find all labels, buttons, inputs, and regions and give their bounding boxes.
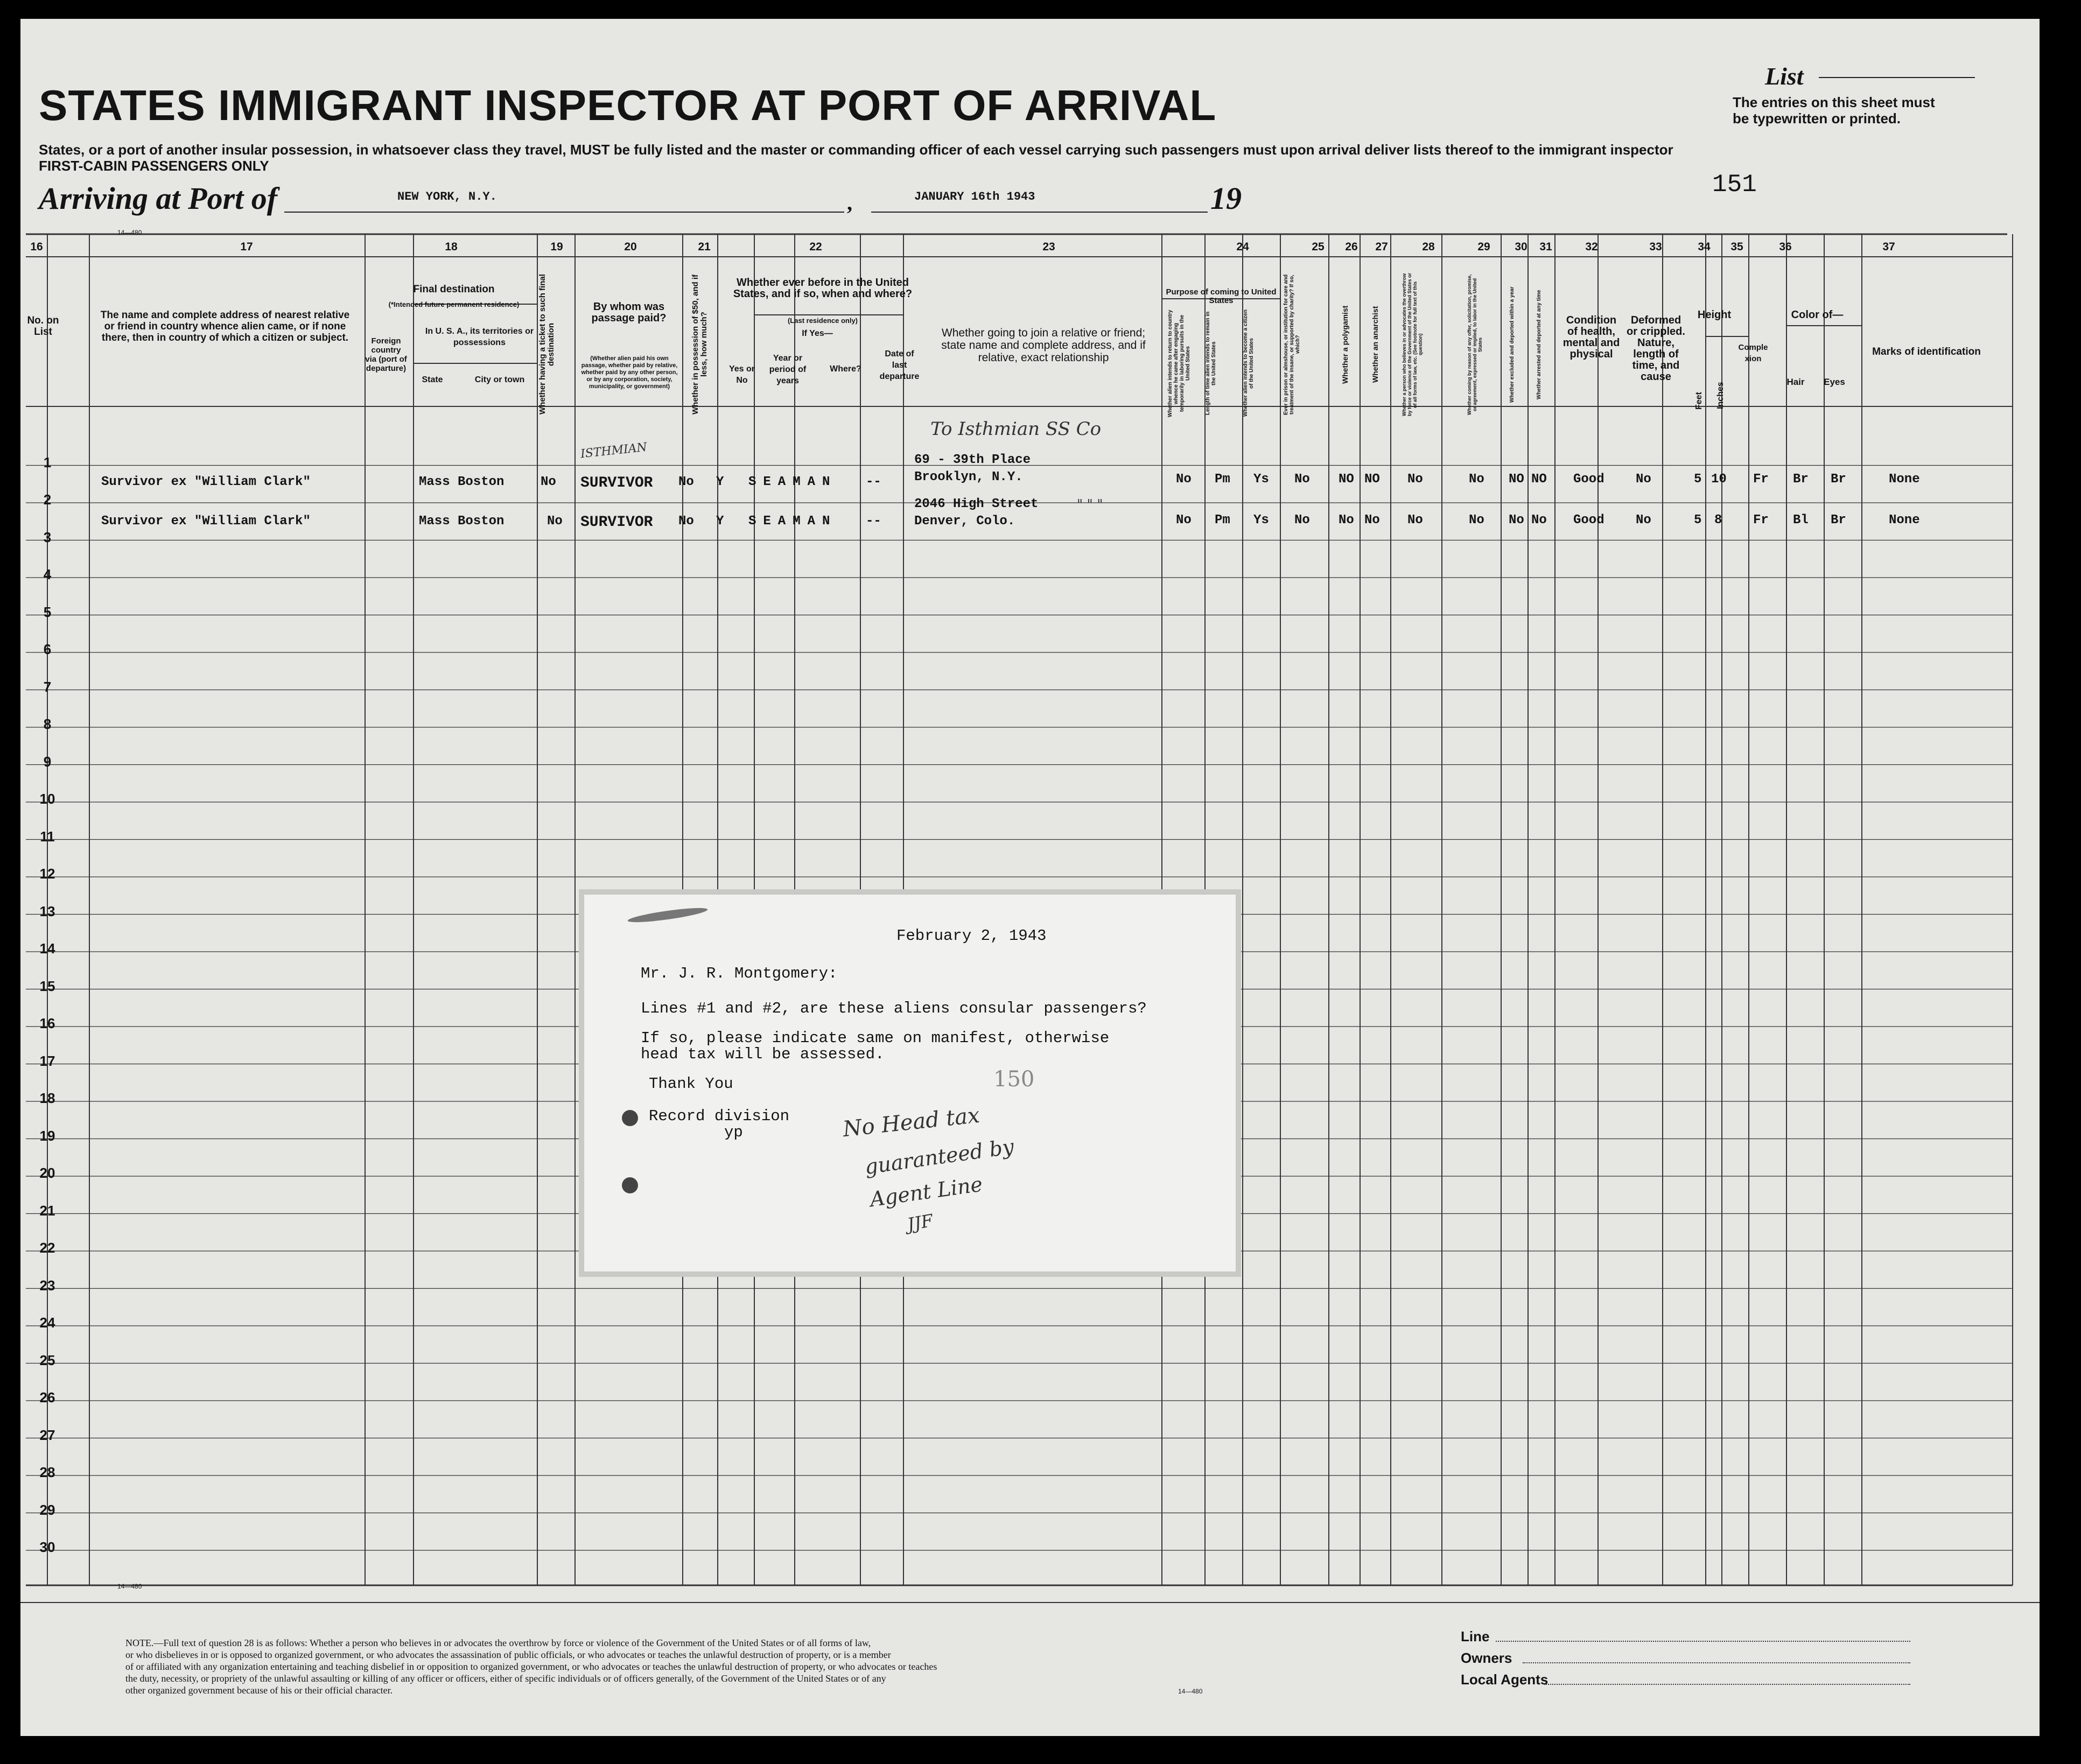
page-number: 151 (1712, 171, 1757, 199)
row-number: 8 (43, 716, 52, 733)
colnum-37: 37 (1882, 241, 1895, 253)
header-excluded: Whether excluded and deported within a year (1509, 286, 1515, 403)
row-number: 23 (39, 1277, 55, 1294)
paid-by-2: SURVIVOR (580, 514, 653, 531)
money-1: No (678, 475, 694, 489)
local-agents-field (1544, 1684, 1910, 1685)
header-date-departure: Date of last departure (879, 349, 920, 381)
punch-hole-bottom (622, 1177, 638, 1193)
line-field (1496, 1641, 1910, 1642)
colnum-24: 24 (1236, 241, 1249, 253)
purpose-a-2: No (1176, 513, 1192, 528)
row-number: 29 (39, 1501, 55, 1518)
header-eyes: Eyes (1824, 377, 1845, 387)
deformed-2: No (1636, 513, 1651, 528)
join-2b: Denver, Colo. (914, 514, 1015, 529)
row-number: 1 (43, 454, 52, 470)
header-where: Where? (830, 364, 861, 374)
memo-hand-initials: JJF (906, 1210, 935, 1235)
overthrow-1: No (1407, 472, 1423, 487)
header-anarchist: Whether an anarchist (1371, 306, 1379, 383)
row-number: 19 (39, 1127, 55, 1144)
arrested-1: NO (1531, 472, 1547, 487)
memo-hand-line1: No Head tax (842, 1102, 981, 1142)
prison-1: No (1294, 472, 1310, 487)
list-label: List (1765, 62, 1804, 90)
relative-1: Survivor ex "William Clark" (101, 475, 311, 489)
header-ever-before-note: (Last residence only) (787, 317, 858, 325)
header-prison: Ever in prison or almshouse, or institution for care and treatment of the insane, or supported by charity? If so, which? (1283, 274, 1301, 415)
colnum-31: 31 (1539, 241, 1552, 253)
footnote (125, 1637, 1138, 1696)
comma: , (847, 191, 852, 215)
ticket-1: No (541, 475, 556, 489)
date-value: JANUARY 16th 1943 (914, 190, 1035, 203)
row-number: 11 (40, 828, 55, 845)
colnum-35: 35 (1730, 241, 1743, 253)
colnum-18: 18 (445, 241, 458, 253)
colnum-27: 27 (1375, 241, 1388, 253)
colnum-17: 17 (240, 241, 253, 253)
header-state: State (422, 375, 443, 384)
owners-label: Owners (1461, 1650, 1512, 1666)
row-number: 16 (39, 1015, 55, 1032)
complexion-2: Fr (1753, 513, 1769, 528)
row-number: 13 (39, 903, 55, 919)
money-2: No (678, 514, 694, 529)
header-no-on-list: No. on List (27, 315, 59, 338)
join-1b: Brooklyn, N.Y. (914, 470, 1023, 484)
handwritten-isthmian-co: To Isthmian SS Co (930, 418, 1102, 440)
row-number: 12 (39, 866, 55, 882)
handwritten-isthmian: ISTHMIAN (580, 440, 648, 461)
form-number-footer: 14—480 (1178, 1688, 1203, 1695)
before-2: Y (716, 514, 724, 529)
eyes-2: Br (1831, 513, 1846, 528)
header-passage-paid: By whom was passage paid? (591, 301, 667, 324)
memo-instruction-a: If so, please indicate same on manifest, otherwise (641, 1029, 1110, 1047)
memo-salutation: Mr. J. R. Montgomery: (641, 965, 838, 982)
join-2a: 2046 High Street (914, 497, 1039, 511)
arrested-2: No (1531, 513, 1547, 528)
row-number: 28 (39, 1464, 55, 1481)
ticket-2: No (547, 514, 563, 529)
health-1: Good (1573, 472, 1604, 487)
header-foreign-country: Foreign country via (port of departure) (365, 336, 407, 373)
health-2: Good (1573, 513, 1604, 528)
row-number: 18 (39, 1090, 55, 1107)
state-2: Mass (419, 514, 450, 529)
anarchist-2: No (1364, 513, 1380, 528)
header-inches: Inches (1716, 382, 1725, 410)
memo-initials: yp (724, 1123, 743, 1141)
row-number: 7 (43, 678, 52, 695)
colnum-36: 36 (1779, 241, 1792, 253)
header-feet: Feet (1694, 392, 1704, 410)
header-marks: Marks of identification (1872, 346, 1981, 357)
form-instructions: States, or a port of another insular possession, in whatsoever class they travel, MUST be fully listed and the master or commanding officer of each vessel carrying such passengers must upon arrival deliver lists thereof to the immigrant inspector (39, 142, 1673, 158)
paid-by-1: SURVIVOR (580, 475, 653, 491)
port-value: NEW YORK, N.Y. (397, 190, 497, 203)
row-number: 14 (39, 940, 55, 957)
memo-instruction-b: head tax will be assessed. (641, 1045, 885, 1063)
labor-offer-1: No (1469, 472, 1484, 487)
inches-2: 8 (1714, 513, 1722, 528)
colnum-19: 19 (550, 241, 563, 253)
row-number: 20 (39, 1165, 55, 1182)
entries-note-1: The entries on this sheet must (1733, 94, 1935, 110)
punch-hole-top (622, 1110, 638, 1126)
where-2: SEAMAN (748, 514, 837, 529)
passenger-class: FIRST-CABIN PASSENGERS ONLY (39, 158, 269, 174)
row-number: 6 (43, 641, 52, 658)
footnote-line4: the duty, necessity, or propriety of the unlawful assaulting or killing of any officer or officers, either of specific individuals or of officers generally, of the Government of the United States or of any (125, 1673, 886, 1684)
header-hair: Hair (1786, 377, 1805, 387)
colnum-26: 26 (1345, 241, 1358, 253)
header-health: Condition of health, mental and physical (1562, 314, 1620, 360)
attached-memo (584, 895, 1236, 1271)
header-deformed: Deformed or crippled. Nature, length of time, and cause (1627, 314, 1685, 383)
row-number: 3 (43, 529, 52, 545)
where-1: SEAMAN (748, 475, 837, 489)
form-number-bottom: 14—480 (117, 1583, 142, 1590)
entries-note-2: be typewritten or printed. (1733, 110, 1901, 126)
memo-thanks: Thank You (649, 1075, 733, 1093)
header-purpose-citizen: Whether alien intends to become a citizen of the United States (1243, 310, 1255, 417)
row-number: 26 (39, 1389, 55, 1406)
colnum-20: 20 (624, 241, 637, 253)
form-title: STATES IMMIGRANT INSPECTOR AT PORT OF ARRIVAL (39, 81, 1217, 129)
handwritten-ditto: " " " (1077, 497, 1103, 512)
colnum-29: 29 (1477, 241, 1490, 253)
colnum-23: 23 (1042, 241, 1055, 253)
row-number: 5 (43, 603, 52, 620)
purpose-c-1: Ys (1253, 472, 1269, 487)
excluded-1: NO (1509, 472, 1524, 487)
header-nearest-relative: The name and complete address of nearest relative or friend in country whence alien came, or if none there, then in country of which a citizen or subject. (100, 310, 350, 343)
header-ticket: Whether having a ticket to such final destination (538, 274, 556, 415)
header-going-to-join: Whether going to join a relative or friend; state name and complete address, and if relative, exact relationship (941, 327, 1146, 364)
smudge-mark (627, 905, 709, 925)
purpose-b-2: Pm (1215, 513, 1230, 528)
prison-2: No (1294, 513, 1310, 528)
header-arrested: Whether arrested and deported at any time (1536, 290, 1542, 399)
footnote-line2: or who disbelieves in or is opposed to organized government, or who advocates the assassination of public officials, or who advocates or teaches the unlawful destruction of property, or is a member (125, 1649, 891, 1660)
purpose-b-1: Pm (1215, 472, 1230, 487)
date-last-1: -- (866, 475, 881, 489)
memo-hand-line3: Agent Line (868, 1172, 984, 1212)
purpose-a-1: No (1176, 472, 1192, 487)
colnum-25: 25 (1312, 241, 1325, 253)
header-final-destination: Final destination (413, 284, 495, 295)
excluded-2: No (1509, 513, 1524, 528)
form-number-top: 14—480 (117, 229, 142, 236)
header-labor-offer: Whether coming by reason of any offer, solicitation, promise, or agreement, expressed or implied, to labor in the United States (1467, 274, 1483, 415)
footnote-line3: of or affiliated with any organization entertaining and teaching disbelief in or opposition to organized government, or who advocates or teaches the unlawful destruction of property, or who advocates or teaches (125, 1661, 937, 1672)
colnum-21: 21 (698, 241, 711, 253)
labor-offer-2: No (1469, 513, 1484, 528)
header-purpose-length: Length of time alien intends to remain in the United States (1205, 311, 1217, 416)
header-yes-no: Yes or No (728, 364, 755, 385)
row-number: 10 (39, 791, 55, 807)
header-usa: In U. S. A., its territories or possessions (425, 327, 534, 347)
inches-1: 10 (1711, 472, 1727, 487)
year-prefix: 19 (1210, 181, 1242, 216)
line-label: Line (1461, 1628, 1490, 1644)
row-number: 2 (43, 491, 52, 508)
row-number: 22 (39, 1240, 55, 1256)
header-purpose: Purpose of coming to United States (1166, 287, 1277, 305)
arriving-label: Arriving at Port of (39, 181, 278, 216)
row-number: 24 (39, 1315, 55, 1331)
city-1: Boston (458, 475, 505, 489)
row-number: 4 (43, 566, 52, 583)
header-if-yes: If Yes— (802, 329, 833, 338)
colnum-22: 22 (809, 241, 822, 253)
memo-stamp-number: 150 (993, 1067, 1035, 1092)
row-number: 17 (39, 1052, 55, 1069)
footnote-line1: NOTE.—Full text of question 28 is as follows: Whether a person who believes in or advocates the overthrow by force or violence of the Government of the United States or of all forms of law, (125, 1638, 871, 1648)
header-complexion: Complexion (1738, 343, 1768, 363)
memo-date: February 2, 1943 (896, 927, 1047, 945)
colnum-34: 34 (1698, 241, 1711, 253)
header-year-period: Year or period of years (769, 354, 807, 385)
colnum-16: 16 (30, 241, 43, 253)
owners-field (1523, 1662, 1910, 1663)
memo-signature: Record division (649, 1107, 790, 1125)
row-number: 30 (39, 1539, 55, 1556)
colnum-28: 28 (1422, 241, 1435, 253)
table-grid (20, 19, 2040, 1736)
colnum-32: 32 (1585, 241, 1598, 253)
header-height: Height (1697, 309, 1732, 321)
purpose-c-2: Ys (1253, 513, 1269, 528)
header-city: City or town (474, 375, 525, 384)
deformed-1: No (1636, 472, 1651, 487)
footnote-line5: other organized government because of his or their official character. (125, 1685, 393, 1696)
row-number: 9 (43, 753, 52, 770)
marks-2: None (1889, 513, 1920, 528)
complexion-1: Fr (1753, 472, 1769, 487)
overthrow-2: No (1407, 513, 1423, 528)
join-1a: 69 - 39th Place (914, 453, 1031, 467)
manifest-sheet (20, 19, 2040, 1736)
polygamist-2: No (1339, 513, 1354, 528)
header-money: Whether in possession of $50, and if less, how much? (691, 274, 709, 415)
header-overthrow: Whether a person who believes in or advocates the overthrow by force or violence of the Government of the United States or of all forms of law, etc. (See footnote for full text of this question) (1402, 272, 1423, 417)
state-1: Mass (419, 475, 450, 489)
hair-2: Bl (1793, 513, 1809, 528)
polygamist-1: NO (1339, 472, 1354, 487)
memo-hand-line2: guaranteed by (863, 1134, 1015, 1179)
header-purpose-return: Whether alien intends to return to country whence he came after engaging temporarily in laboring pursuits in the United States (1167, 310, 1191, 417)
memo-question: Lines #1 and #2, are these aliens consular passengers? (641, 1000, 1147, 1017)
hair-1: Br (1793, 472, 1809, 487)
feet-1: 5 (1694, 472, 1702, 487)
feet-2: 5 (1694, 513, 1702, 528)
row-number: 15 (39, 978, 55, 994)
row-number: 25 (39, 1352, 55, 1368)
relative-2: Survivor ex "William Clark" (101, 514, 311, 529)
date-last-2: -- (866, 514, 881, 529)
city-2: Boston (458, 514, 505, 529)
header-final-destination-note: (*Intended future permanent residence) (388, 300, 520, 308)
colnum-33: 33 (1649, 241, 1662, 253)
row-number: 21 (39, 1202, 55, 1219)
header-color: Color of— (1791, 309, 1844, 321)
header-passage-paid-note: (Whether alien paid his own passage, whether paid by relative, whether paid by any other person, or by any corporation, society, municipality, or government) (581, 355, 678, 390)
marks-1: None (1889, 472, 1920, 487)
before-1: Y (716, 475, 724, 489)
header-polygamist: Whether a polygamist (1341, 305, 1349, 384)
local-agents-label: Local Agents (1461, 1671, 1549, 1688)
eyes-1: Br (1831, 472, 1846, 487)
header-ever-before: Whether ever before in the United States, and if so, when and where? (733, 277, 913, 300)
colnum-30: 30 (1515, 241, 1528, 253)
anarchist-1: NO (1364, 472, 1380, 487)
row-number: 27 (39, 1426, 55, 1443)
